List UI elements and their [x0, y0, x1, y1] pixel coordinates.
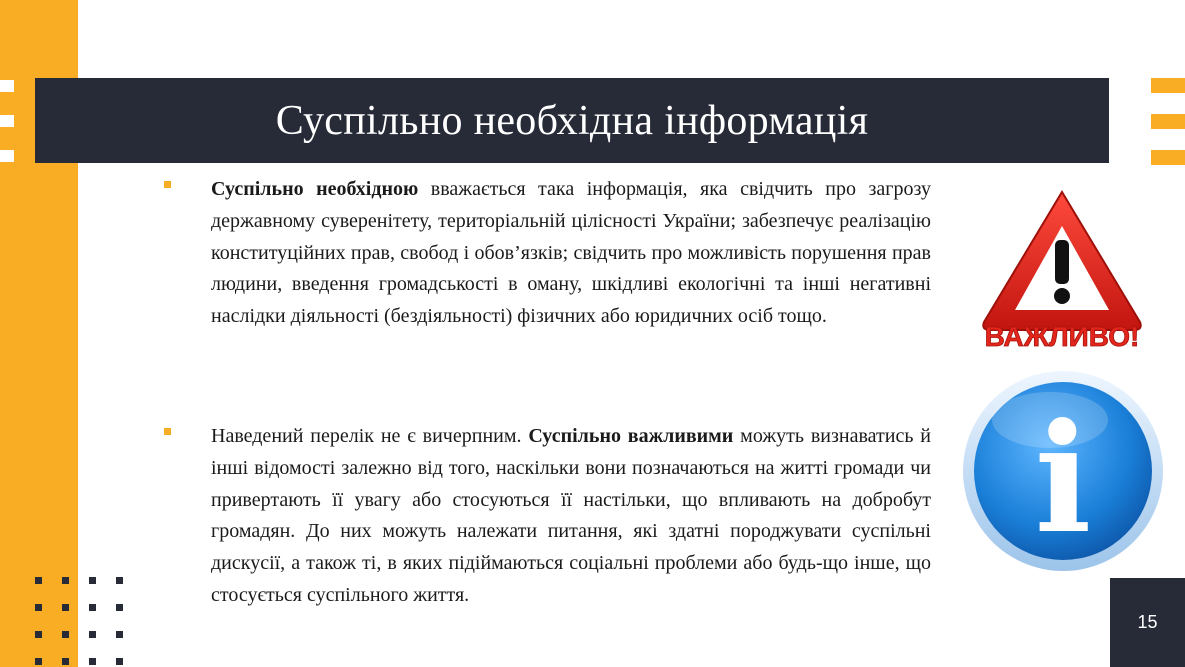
- dot: [35, 577, 42, 584]
- dot: [89, 577, 96, 584]
- dot: [89, 658, 96, 665]
- page-number: 15: [1137, 612, 1158, 632]
- right-dash-mark: [1151, 150, 1185, 165]
- warning-icon: [978, 188, 1146, 356]
- paragraph-2: [211, 421, 931, 612]
- paragraph-text: Наведений перелік не є вичерпним.: [211, 425, 529, 447]
- warning-label: ВАЖЛИВО!: [984, 321, 1140, 352]
- dot: [35, 631, 42, 638]
- info-icon: [960, 368, 1166, 574]
- right-dash-mark: [1151, 114, 1185, 129]
- paragraph-1: [211, 174, 931, 333]
- bullet-marker: [164, 428, 171, 435]
- decorative-dot-grid: [35, 577, 127, 667]
- info-letter: i: [1034, 391, 1092, 567]
- dot: [116, 604, 123, 611]
- paragraph-text: вважається така інформація, яка свідчить про загрозу державному суверенітету, територіальній цілісності України; забезпечує реалізацію конституційних прав, свобод і обов’язків; свідчить про можливість порушення прав людини, введення громадськості в оману, шкідливі екологічні та інші негативні наслідки діяльності (бездіяльності) фізичних або юридичних осіб тощо.: [211, 178, 931, 328]
- dot: [62, 604, 69, 611]
- dot: [62, 577, 69, 584]
- left-dash-mark: [0, 150, 14, 162]
- dot: [35, 604, 42, 611]
- dot: [35, 658, 42, 665]
- dot: [62, 631, 69, 638]
- bold-term: Суспільно важливими: [528, 425, 734, 447]
- left-dash-mark: [0, 80, 14, 92]
- right-dash-mark: [1151, 78, 1185, 93]
- dot: [89, 604, 96, 611]
- dot: [116, 631, 123, 638]
- bullet-marker: [164, 181, 171, 188]
- slide-title: Суспільно необхідна інформація: [275, 97, 869, 144]
- dot: [89, 631, 96, 638]
- title-bar: [35, 78, 1109, 163]
- dot: [62, 658, 69, 665]
- bold-term: Суспільно необхідною: [211, 178, 419, 200]
- left-dash-mark: [0, 115, 14, 127]
- paragraph-text: можуть визнаватись й інші відомості залежно від того, наскільки вони позначаються на житті громади чи привертають її увагу або стосуються її настільки, що впливають на добробут громадян. До них можуть належати питання, які здатні породжувати суспільні дискусії, а також ті, в яких підіймаються соціальні проблеми або будь-що інше, що стосується суспільного життя.: [211, 425, 931, 606]
- dot: [116, 577, 123, 584]
- page-number-box: [1110, 578, 1185, 667]
- dot: [116, 658, 123, 665]
